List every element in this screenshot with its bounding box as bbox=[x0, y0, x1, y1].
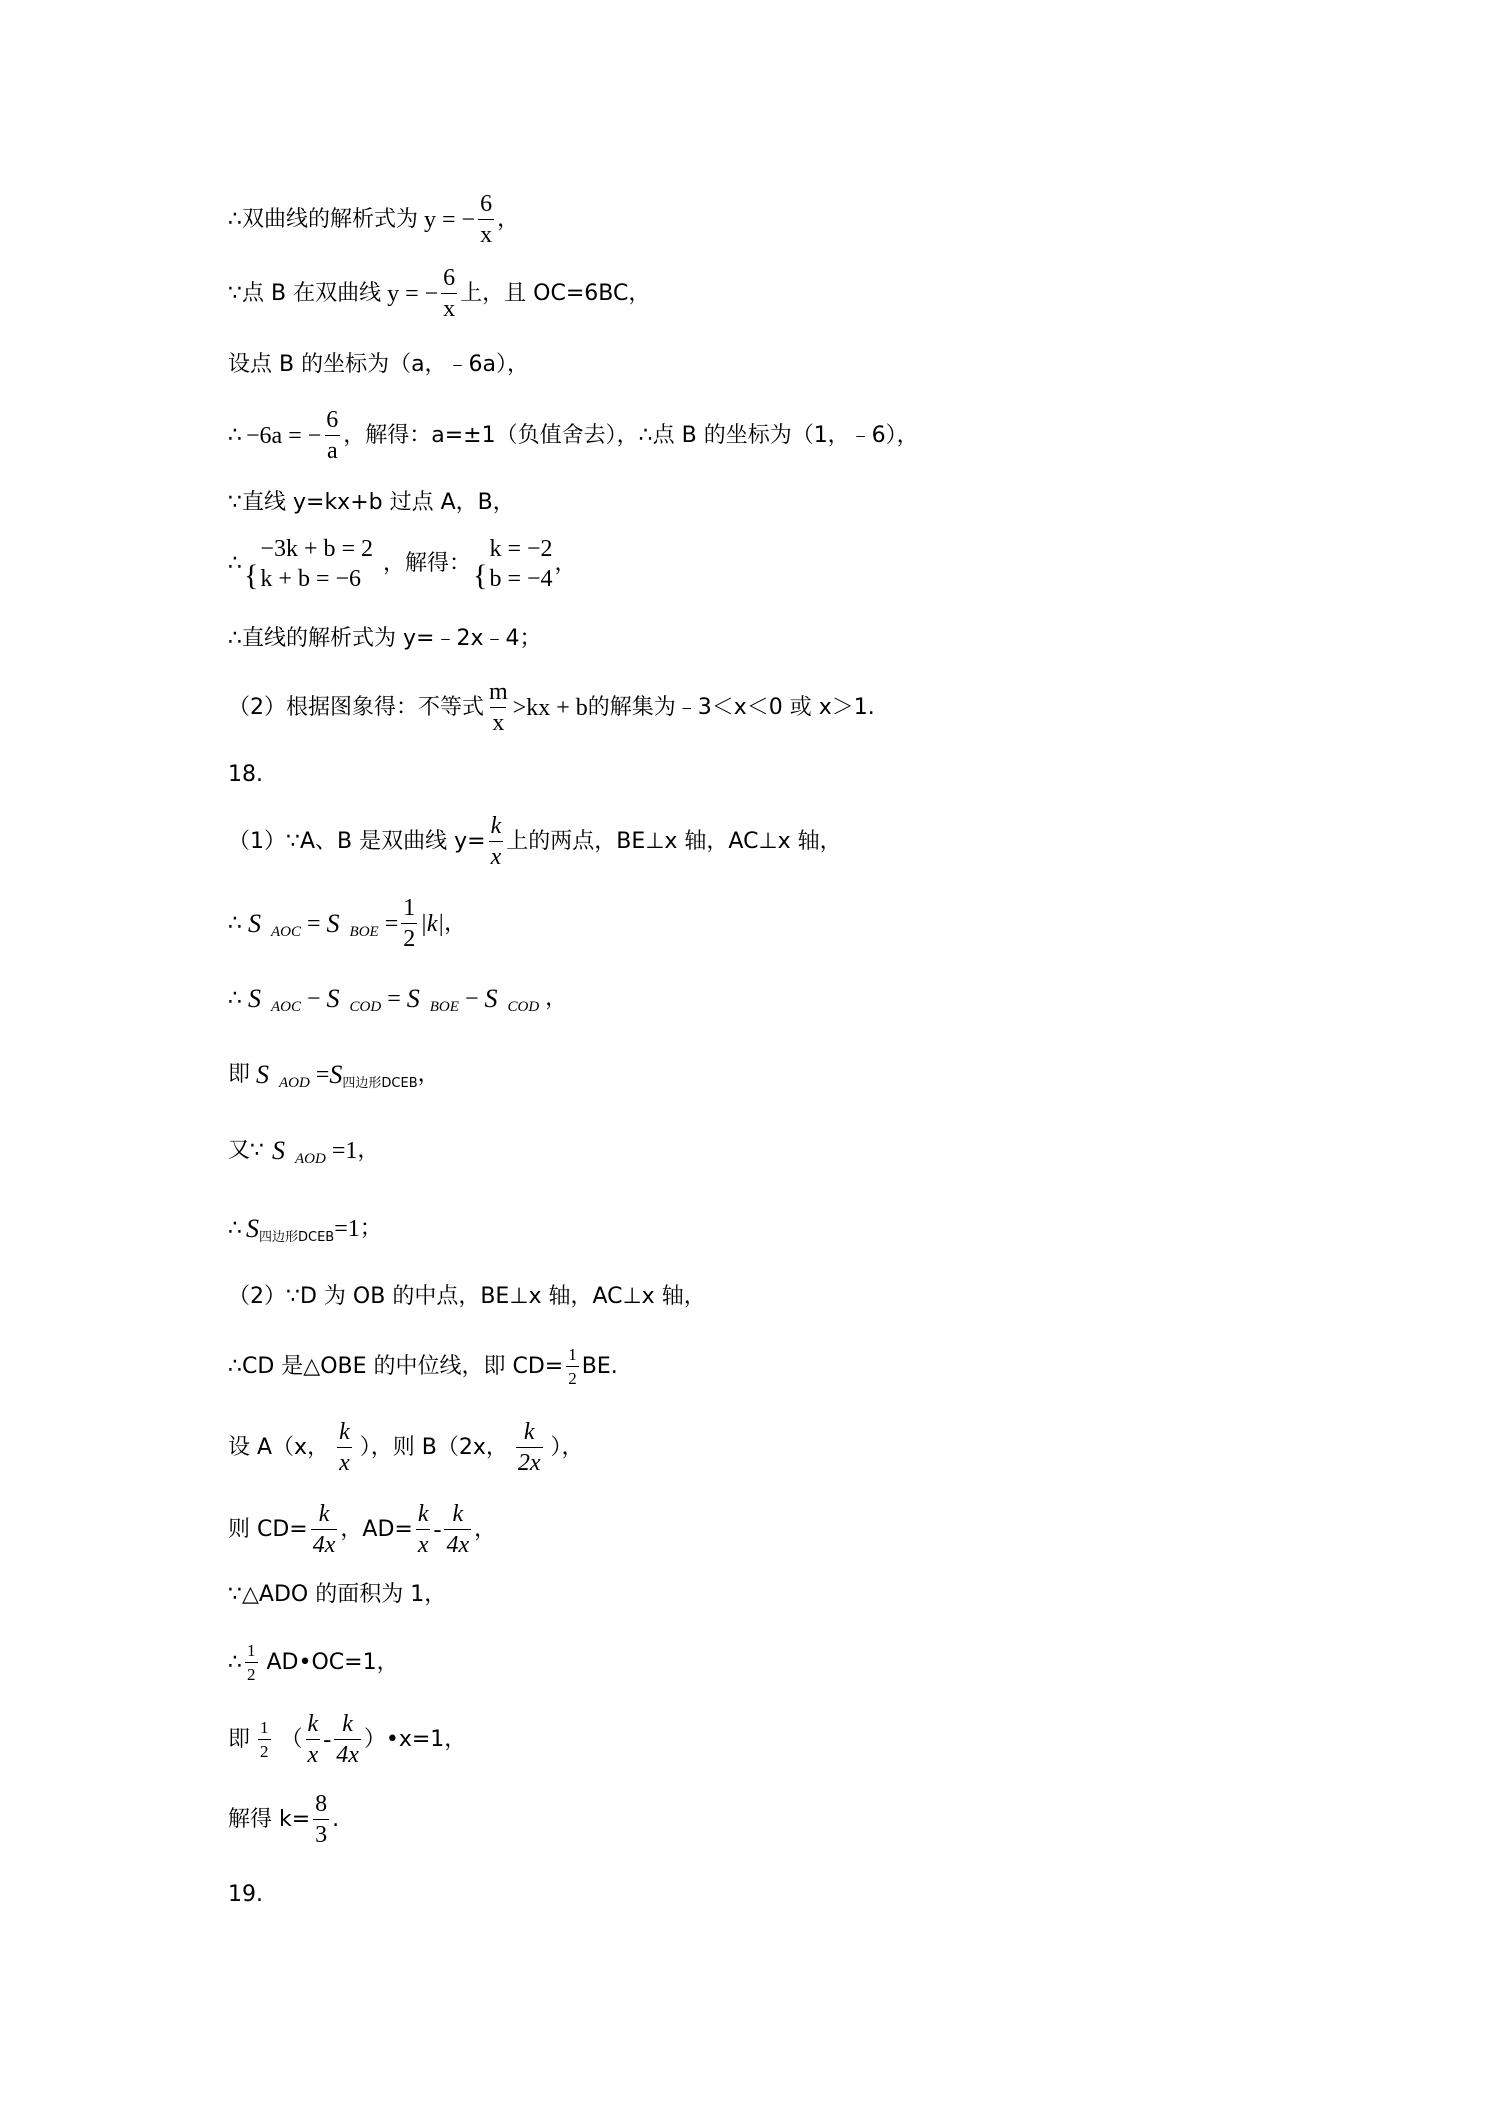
operator: − bbox=[307, 986, 321, 1012]
fraction bbox=[566, 1346, 579, 1388]
fraction bbox=[306, 1712, 321, 1768]
denominator: 2 bbox=[566, 1366, 579, 1388]
denominator: x bbox=[306, 1739, 321, 1768]
denominator: 2 bbox=[401, 923, 417, 952]
operator: = bbox=[387, 986, 401, 1012]
text: 的解集为﹣3＜x＜0 或 x＞1. bbox=[587, 695, 875, 721]
text: ∴ bbox=[228, 986, 242, 1011]
denominator: x bbox=[337, 1447, 352, 1476]
area-symbol: S bbox=[248, 984, 261, 1013]
text: ； bbox=[359, 1216, 382, 1241]
numerator: k bbox=[452, 1501, 464, 1527]
text: 设 A（x， bbox=[228, 1435, 330, 1461]
text: ∴ bbox=[228, 551, 242, 576]
subscript: COD bbox=[507, 998, 540, 1015]
numerator: k bbox=[342, 1711, 353, 1737]
fraction bbox=[324, 408, 340, 464]
math-expr: y = − bbox=[387, 281, 439, 308]
fraction bbox=[337, 1420, 352, 1476]
denominator: a bbox=[325, 435, 340, 464]
text: . bbox=[332, 1807, 340, 1833]
denominator: 3 bbox=[313, 1819, 329, 1848]
text: ∴ bbox=[228, 1649, 242, 1675]
text: （1）∵A、B 是双曲线 y= bbox=[228, 829, 486, 855]
brace: { bbox=[473, 559, 488, 592]
line-23 bbox=[228, 1792, 339, 1848]
text: 解得 k= bbox=[228, 1807, 311, 1833]
denominator: x bbox=[489, 841, 504, 870]
denominator: 4x bbox=[334, 1739, 361, 1768]
text: ，AD= bbox=[340, 1517, 413, 1543]
fraction bbox=[334, 1712, 361, 1768]
line-18 bbox=[228, 1420, 584, 1476]
area-symbol: S bbox=[248, 909, 261, 939]
line-15 bbox=[228, 1214, 382, 1245]
subscript: AOC bbox=[271, 923, 301, 940]
fraction bbox=[258, 1719, 271, 1761]
numerator: 1 bbox=[568, 1345, 577, 1364]
subscript: 四边形DCEB bbox=[259, 1229, 335, 1245]
subscript: COD bbox=[349, 998, 382, 1015]
math-expr: >kx + b bbox=[512, 695, 588, 722]
fraction bbox=[313, 1792, 329, 1848]
text: （2）∵D 为 OB 的中点，BE⊥x 轴，AC⊥x 轴， bbox=[228, 1284, 706, 1309]
fraction bbox=[487, 680, 510, 736]
line-13 bbox=[228, 1060, 440, 1091]
line-24 bbox=[228, 1884, 263, 1906]
fraction bbox=[516, 1420, 543, 1476]
line-8 bbox=[228, 680, 875, 736]
numerator: 1 bbox=[260, 1718, 269, 1738]
denominator: 2 bbox=[245, 1662, 258, 1684]
text: （ bbox=[280, 1727, 303, 1753]
numerator: k bbox=[490, 813, 502, 839]
fraction bbox=[444, 1502, 471, 1558]
text: ∵直线 y=kx+b 过点 A，B， bbox=[228, 490, 515, 515]
brace: { bbox=[244, 559, 259, 592]
text: ∴ bbox=[228, 1216, 242, 1241]
numerator: 6 bbox=[480, 191, 493, 217]
fraction bbox=[489, 814, 504, 870]
text: ）•x=1， bbox=[363, 1727, 467, 1753]
denominator: 2 bbox=[258, 1739, 271, 1761]
denominator: 4x bbox=[444, 1529, 471, 1558]
line-21 bbox=[228, 1642, 399, 1684]
fraction bbox=[416, 1502, 431, 1558]
equation: k + b = −6 bbox=[260, 566, 362, 592]
text: ， bbox=[444, 911, 467, 937]
line-1 bbox=[228, 192, 519, 248]
equation: b = −4 bbox=[489, 566, 553, 592]
numerator: k bbox=[307, 1711, 319, 1737]
text: ，解得：a=±1（负值舍去），∴点 B 的坐标为（1，﹣6）， bbox=[343, 423, 919, 449]
denominator: x bbox=[490, 707, 506, 736]
area-symbol: S bbox=[256, 1060, 270, 1089]
text: 即 bbox=[228, 1062, 251, 1087]
line-17 bbox=[228, 1346, 618, 1388]
subscript: BOE bbox=[429, 998, 459, 1015]
text: （2）根据图象得：不等式 bbox=[228, 695, 484, 721]
line-19 bbox=[228, 1502, 496, 1558]
equation-system bbox=[244, 534, 373, 594]
operator: - bbox=[323, 1727, 332, 1754]
area-symbol: S bbox=[272, 1136, 285, 1165]
numerator: 1 bbox=[247, 1641, 256, 1660]
line-7 bbox=[228, 628, 541, 650]
text: 上，且 OC=6BC， bbox=[460, 281, 651, 307]
text: ∴直线的解析式为 y=﹣2x﹣4； bbox=[228, 626, 542, 651]
equation: k = −2 bbox=[489, 536, 553, 562]
numerator: k bbox=[523, 1419, 535, 1445]
text: ∴ bbox=[228, 911, 242, 937]
area-symbol: S bbox=[326, 984, 340, 1013]
line-6 bbox=[228, 534, 577, 594]
line-16 bbox=[228, 1286, 706, 1308]
denominator: x bbox=[441, 293, 457, 322]
operator: = bbox=[307, 911, 321, 938]
fraction bbox=[401, 896, 417, 952]
denominator: x bbox=[416, 1529, 431, 1558]
text: ， bbox=[474, 1517, 497, 1543]
operator: − bbox=[464, 986, 479, 1012]
subscript: AOD bbox=[279, 1074, 310, 1091]
fraction bbox=[478, 192, 494, 248]
line-3 bbox=[228, 354, 529, 376]
text: AD•OC=1， bbox=[266, 1649, 399, 1675]
text: ， bbox=[417, 1062, 440, 1087]
numerator: 6 bbox=[326, 407, 339, 433]
text: ∵点 B 在双曲线 bbox=[228, 281, 382, 307]
subscript: AOD bbox=[295, 1150, 326, 1167]
area-symbol: S bbox=[246, 1214, 259, 1243]
line-12 bbox=[228, 984, 568, 1015]
math-expr: −6a = − bbox=[246, 423, 322, 450]
text: ），则 B（2x， bbox=[359, 1435, 508, 1461]
line-2 bbox=[228, 266, 650, 322]
line-22 bbox=[228, 1712, 466, 1768]
text: ，解得： bbox=[383, 551, 472, 576]
denominator: 4x bbox=[311, 1529, 338, 1558]
operator: - bbox=[433, 1517, 442, 1544]
numerator: k bbox=[318, 1501, 330, 1527]
line-14 bbox=[228, 1136, 380, 1167]
text: ∴CD 是△OBE 的中位线，即 CD= bbox=[228, 1353, 564, 1379]
area-symbol: S bbox=[406, 984, 420, 1013]
denominator: x bbox=[478, 219, 494, 248]
text: ， bbox=[545, 986, 568, 1011]
line-11 bbox=[228, 896, 466, 952]
solution-system bbox=[473, 534, 552, 594]
text: 又∵ bbox=[228, 1138, 264, 1163]
text: ∴双曲线的解析式为 bbox=[228, 207, 418, 233]
text: 则 CD= bbox=[228, 1517, 308, 1543]
text: ， bbox=[554, 551, 577, 576]
line-4 bbox=[228, 408, 919, 464]
area-symbol: S bbox=[326, 909, 340, 939]
text: 上的两点，BE⊥x 轴，AC⊥x 轴， bbox=[506, 829, 842, 855]
operator: = bbox=[384, 911, 399, 938]
math-expr: =1 bbox=[334, 1216, 360, 1242]
area-symbol: S bbox=[484, 984, 498, 1013]
subscript: BOE bbox=[349, 923, 379, 940]
fraction bbox=[311, 1502, 338, 1558]
line-10 bbox=[228, 814, 842, 870]
text: 即 bbox=[228, 1727, 251, 1753]
text: ）， bbox=[550, 1435, 584, 1461]
text: ， bbox=[497, 207, 520, 233]
operator: = bbox=[315, 1062, 330, 1088]
subscript: 四边形DCEB bbox=[342, 1075, 418, 1091]
math-expr: =1 bbox=[331, 1138, 358, 1164]
problem-number: 18. bbox=[228, 762, 263, 787]
equation: −3k + b = 2 bbox=[260, 536, 374, 562]
math-expr: y = − bbox=[424, 207, 476, 234]
area-symbol: S bbox=[329, 1060, 343, 1089]
text: BE. bbox=[581, 1353, 618, 1379]
problem-number: 19. bbox=[228, 1882, 263, 1907]
text: ∵△ADO 的面积为 1， bbox=[228, 1582, 447, 1607]
text: 设点 B 的坐标为（a，﹣6a）， bbox=[228, 352, 530, 377]
fraction bbox=[245, 1642, 258, 1684]
subscript: AOC bbox=[271, 998, 301, 1015]
numerator: 6 bbox=[443, 265, 456, 291]
text: ∴ bbox=[228, 423, 242, 449]
numerator: k bbox=[339, 1419, 350, 1445]
abs-k: |k| bbox=[420, 911, 445, 938]
numerator: 1 bbox=[403, 895, 416, 921]
line-5 bbox=[228, 492, 515, 514]
line-20 bbox=[228, 1584, 446, 1606]
fraction bbox=[441, 266, 457, 322]
numerator: m bbox=[489, 679, 508, 705]
line-9 bbox=[228, 764, 263, 786]
numerator: k bbox=[417, 1501, 429, 1527]
text: ， bbox=[357, 1138, 380, 1163]
denominator: 2x bbox=[516, 1447, 543, 1476]
numerator: 8 bbox=[315, 1791, 328, 1817]
